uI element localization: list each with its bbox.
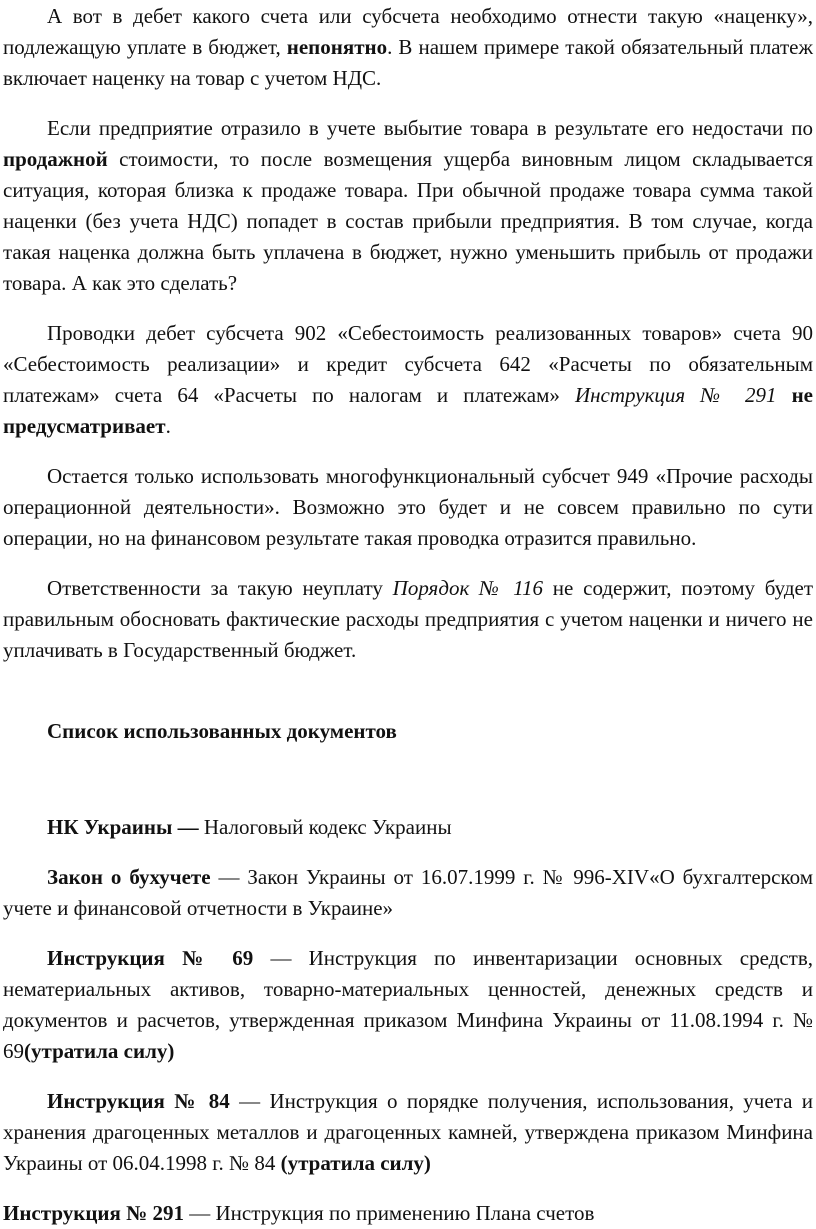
bold-run: не предусматривает [3, 383, 813, 438]
bold-run: продажной [3, 147, 108, 171]
paragraph-entries-902-642 [3, 318, 813, 442]
italic-reference: Инструкция № 291 [574, 383, 777, 407]
paragraph-liability [3, 573, 813, 666]
document-description: — Инструкция по применению Плана счетов [184, 1201, 595, 1225]
text-run: стоимости, то после возмещения ущерба виновным лицом складывается ситуация, которая близка к продаже товара. При обычной продаже товара сумма такой наценки (без учета НДС) попадет в состав прибыли предприятия. В том случае, когда такая наценка должна быть уплачена в бюджет, нужно уменьшить прибыль от продажи товара. А как это сделать? [3, 147, 813, 295]
paragraph-shortage-sale-price [3, 113, 813, 299]
document-title: Инструкция № 291 [3, 1201, 184, 1225]
text-run: А вот в дебет какого счета или субсчета необходимо отнести такую «наценку», подлежащую уплате в бюджет, [3, 4, 813, 59]
text-run: не содержит, поэтому будет правильным обосновать фактические расходы предприятия с учетом наценки и ничего не уплачивать в Государственный бюджет. [3, 576, 813, 662]
text-run: Проводки дебет субсчета 902 «Себестоимость реализованных товаров» счета 90 «Себестоимость реализации» и кредит субсчета 642 «Расчеты по обязательным платежам» счета 64 «Расчеты по налогам и платежам» [3, 321, 813, 407]
document-entry-instruction-84 [3, 1086, 813, 1179]
document-description: — Закон Украины от 16.07.1999 г. № 996-XIV«О бухгалтерском учете и финансовой отчетности в Украине» [3, 865, 813, 920]
italic-reference: Порядок № 116 [392, 576, 544, 600]
text-run [776, 383, 791, 407]
document-title: НК Украины — [47, 815, 199, 839]
document-description: — Инструкция о порядке получения, использования, учета и хранения драгоценных металлов и драгоценных камней, утверждена приказом Минфина Украины от 06.04.1998 г. № 84 [3, 1089, 814, 1175]
document-entry-nk [3, 812, 813, 843]
document-title: Инструкция № 84 [47, 1089, 230, 1113]
document-entry-instruction-69 [3, 943, 813, 1067]
document-title: Инструкция № 69 [47, 946, 254, 970]
text-run: Остается только использовать многофункциональный субсчет 949 «Прочие расходы операционной деятельности». Возможно это будет и не совсем правильно по сути операции, но на финансовом результате такая проводка отразится правильно. [3, 464, 813, 550]
document-title: Закон о бухучете [47, 865, 211, 889]
text-run: . В нашем примере такой обязательный платеж включает наценку на товар с учетом НДС. [3, 35, 813, 90]
bold-run: непонятно [286, 35, 388, 59]
document-description: — Инструкция по инвентаризации основных средств, нематериальных активов, товарно-материальных ценностей, денежных средств и документов и расчетов, утвержденная приказом Минфина Украины от 11.08.1994 г. № 69 [3, 946, 814, 1063]
document-entry-instruction-291 [3, 1198, 813, 1229]
documents-heading [3, 716, 813, 747]
text-run: . [165, 414, 171, 438]
document-entry-law [3, 862, 813, 924]
document-description: Налоговый кодекс Украины [198, 815, 452, 839]
paragraph-accounting-debit [3, 0, 813, 94]
text-run: Ответственности за такую неуплату [47, 576, 393, 600]
document-status: (утратила силу) [24, 1039, 175, 1063]
text-run: Если предприятие отразило в учете выбытие товара в результате его недостачи по [47, 116, 813, 140]
paragraph-subaccount-949 [3, 461, 813, 554]
heading-text: Список использованных документов [47, 719, 397, 743]
document-status: (утратила силу) [280, 1151, 431, 1175]
